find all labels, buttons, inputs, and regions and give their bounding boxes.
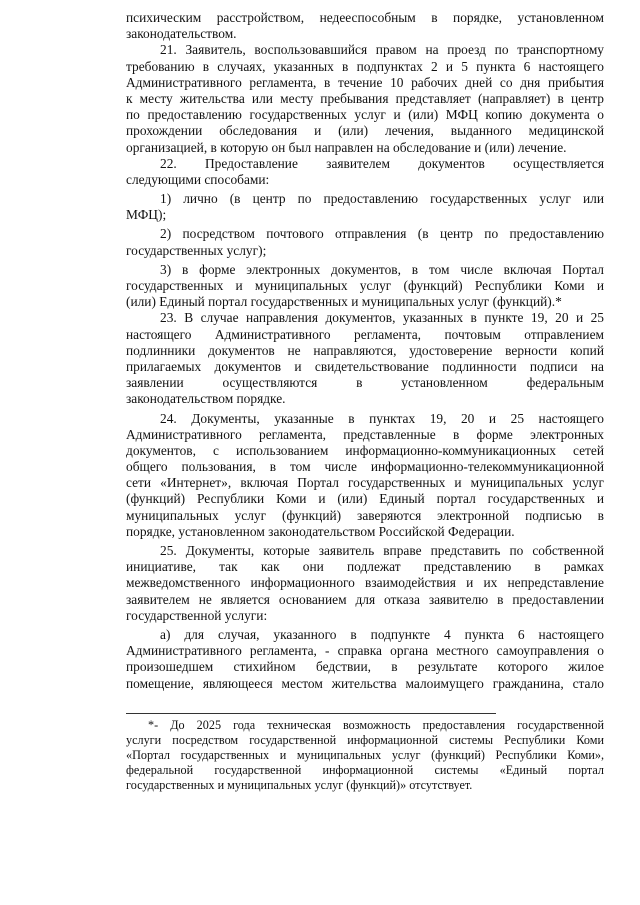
text-line: требованию в случаях, указанных в подпунктах 2 и 5 пункта 6 настоящего (126, 58, 604, 74)
paragraph-24-first-line: 24. Документы, указанные в пунктах 19, 20 и 25 настоящего (160, 410, 604, 426)
text-line: законодательством. (126, 26, 237, 42)
document-page (126, 10, 604, 794)
footnote (126, 718, 604, 794)
text-line: государственных и муниципальных услуг (функций) Республики Коми и (126, 278, 604, 293)
text-line: Административного регламента, представленные в форме электронных (126, 426, 604, 442)
text-line: государственной услуги: (126, 607, 268, 623)
text-line: следующими способами: (126, 171, 270, 187)
text-line: прилагаемых документов и свидетельствование подлинности подписи на (126, 358, 604, 374)
text-line: государственных услуг); (126, 242, 267, 258)
list-item-2: 2) посредством почтового отправления (в центр по предоставлению (160, 226, 604, 242)
footnote-line: услуги посредством государственной информационной системы Республики Коми (126, 732, 604, 747)
text-line: прохождении обследования и (или) лечения, выданного медицинской (126, 123, 604, 139)
text-line: межведомственного информационного взаимодействия и их непредставление (126, 575, 604, 591)
text-line: порядке, установленном законодательством Российской Федерации. (126, 523, 515, 539)
text-line: по предоставлению государственных услуг и (или) МФЦ копию документа о (126, 107, 604, 123)
text-line: Административного регламента, в течение 10 рабочих дней со дня прибытия (126, 74, 604, 90)
text-line: муниципальных услуг (функций) заверяются электронной подписью в (126, 507, 604, 523)
text-line: Административного регламента, - справка органа местного самоуправления о (126, 643, 604, 659)
text-line: общего пользования, в том числе информационно-телекоммуникационной (126, 459, 604, 475)
footnote-line: федеральной государственной информационной системы «Единый портал (126, 763, 604, 778)
main-text (126, 10, 604, 692)
text-line: заявителем не является основанием для отказа заявителю в предоставлении (126, 591, 604, 607)
footnote-line: *- До 2025 года техническая возможность предоставления государственной (148, 717, 604, 732)
text-line: организацией, в которую он был направлен на обследование и (или) лечение. (126, 139, 567, 155)
list-item-3: 3) в форме электронных документов, в том числе включая Портал (160, 261, 604, 277)
footnote-separator (126, 713, 496, 714)
footnote-line: «Портал государственных и муниципальных услуг (функций) Республики Коми», (126, 748, 604, 763)
text-line: заявлении осуществляются в установленном федеральным (126, 375, 604, 391)
text-line: помещение, являющееся местом жительства малоимущего гражданина, стало (126, 675, 604, 691)
text-line: (функций) Республики Коми и (или) Единый портал государственных и (126, 491, 604, 507)
text-line: (или) Единый портал государственных и муниципальных услуг (функций).* (126, 294, 562, 310)
list-item-1: 1) лично (в центр по предоставлению государственных услуг или (160, 191, 604, 207)
text-line: документов, с использованием информационно-коммуникационных сетей (126, 442, 604, 458)
footnote-line: государственных и муниципальных услуг (функций)» отсутствует. (126, 778, 473, 793)
text-line: произошедшем стихийном бедствии, в результате которого жилое (126, 659, 604, 675)
subitem-a-first-line: а) для случая, указанного в подпункте 4 пункта 6 настоящего (160, 626, 604, 642)
paragraph-21-first-line: 21. Заявитель, воспользовавшийся правом на проезд по транспортному (160, 42, 604, 58)
paragraph-22-first-line: 22. Предоставление заявителем документов осуществляется (160, 155, 604, 171)
text-line: подлинники документов не направляются, удостоверение верности копий (126, 342, 604, 358)
text-line: МФЦ); (126, 207, 167, 223)
text-line: сети «Интернет», включая Портал государственных и муниципальных услуг (126, 475, 604, 491)
text-line: законодательством порядке. (126, 391, 286, 407)
text-line: психическим расстройством, недееспособным в порядке, установленном (126, 10, 604, 25)
paragraph-25-first-line: 25. Документы, которые заявитель вправе представить по собственной (160, 543, 604, 558)
text-line: настоящего Административного регламента, почтовым отправлением (126, 326, 604, 342)
text-line: инициативе, так как они подлежат представлению в рамках (126, 559, 604, 575)
text-line: к месту жительства или месту пребывания представляет (направляет) в центр (126, 90, 604, 106)
paragraph-23-first-line: 23. В случае направления документов, указанных в пункте 19, 20 и 25 (160, 310, 604, 326)
